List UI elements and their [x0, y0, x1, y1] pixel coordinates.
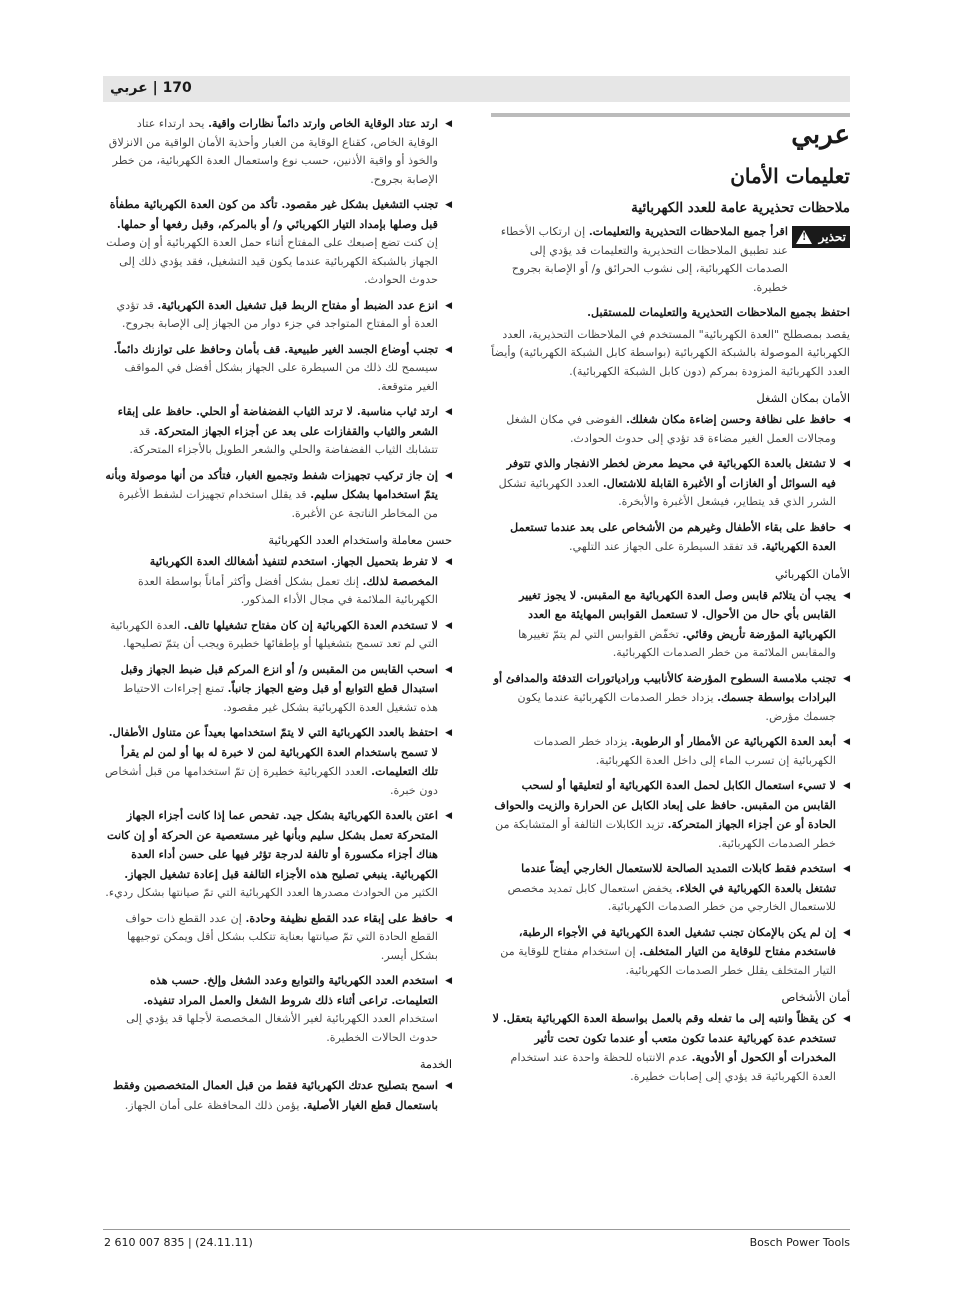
footer-rule — [103, 1229, 850, 1230]
bullet-icon: ◀ — [445, 557, 452, 567]
list-item: ◀ انزع عدد الضبط أو مفتاح الربط قبل تشغيل العدة الكهربائية. قد تؤدي العدة أو المفتاح المتواجد في جزء دوار من الجهاز إلى الإصابة بجروح. — [116, 297, 452, 330]
bullet-icon: ◀ — [445, 1081, 452, 1091]
bullet-icon: ◀ — [445, 470, 452, 481]
page-title: تعليمات الأمان — [730, 164, 850, 188]
list-item: ◀ حافظ على بقاء الأطفال وغيرهم من الأشخاص على بعد عندما تستعمل العدة الكهربائية. قد تفقد السيطرة على الجهاز عند التلهي. — [510, 519, 850, 553]
list-item: ◀ لا تستخدم العدة الكهربائية إن كان مفتاح تشغيلها تالف. العدة الكهربائية التي لم تعد تسمح بتشغيلها أو بإطفائها خطيرة ويجب أن يتمّ تصليحها. — [110, 617, 452, 650]
bullet-icon: ◀ — [843, 927, 850, 938]
bullet-icon: ◀ — [843, 864, 850, 874]
list-item: ◀ ارتد ثياب مناسبة. لا ترتد الثياب الفضفاضة أو الحلي. حافظ على إبقاء الشعر والثياب والقفازات على بعد عن أجزاء الجهاز المتحركة. قد تتشابك الثياب الفضفاضة والحلي والشعر الطويل بالأجزاء المتحركة. — [117, 404, 452, 456]
bullet-icon: ◀ — [445, 811, 452, 821]
section-heading: الأمان الكهربائي — [775, 566, 850, 581]
footer-brand: Bosch Power Tools — [749, 1236, 850, 1249]
list-item: ◀ لا تسيء استعمال الكابل لحمل العدة الكهربائية أو لتعليقها أو لسحب القابس من المقبس. حافظ على إبعاد الكابل عن الحرارة والزيت والحواف الحادة أو عن أجزاء الجهاز المتحركة. تزيد الكابلات التالفة أو المتشابكة من خطر الصدمات الكهربائية. — [494, 778, 850, 850]
list-item: ◀ إن جاز تركيب تجهيزات شفط وتجميع الغبار، فتأكد من أنها موصولة وبأنه يتمّ استخدامها بشكل سليم. قد يقلل استخدام تجهيزات لشفط الأغبرة من المخاطر الناتجة عن الأغبرة. — [105, 467, 452, 520]
list-item: ◀ تجنب التشغيل بشكل غير مقصود. تأكد من كون العدة الكهربائية مطفأة قبل وصلها بإمداد التيار الكهربائي و/ أو بالمركم، وقبل رفعها أو حملها. إن كنت تضع إصبعك على المفتاح أثناء حمل العدة الكهربائية أو إن وصلت الجهاز بالشبكة الكهربائية عندما يكون قيد التشغيل، فقد يؤدي ذلك إلى حدوث الحوادث. — [106, 197, 452, 286]
page-label: 170 | عربي — [110, 80, 192, 96]
bullet-icon: ◀ — [445, 664, 452, 675]
bullet-icon: ◀ — [445, 620, 452, 631]
definition-text: يقصد بمصطلح "العدة الكهربائية" المستخدم في الملاحظات التحذيرية، العدد الكهربائية الموصولة بالشبكة الكهربائية (بواسطة كابل الشبكة الكهربائية) وأيضاً العدد الكهربائية المزودة بمركم (دون كابل الشبكة الكهربائية). — [491, 327, 850, 378]
warning-text: اقرأ جميع الملاحظات التحذيرية والتعليمات. إن ارتكاب الأخطاء عند تطبيق الملاحظات التحذيرية والتعليمات قد يؤدي إلى الصدمات الكهربائية، إلى نشوب الحرائق و/ أو الإصابة بجروح خطيرة. — [500, 224, 788, 294]
right-sections — [491, 389, 850, 1086]
handling-items — [104, 552, 452, 1047]
bullet-icon: ◀ — [843, 673, 850, 684]
list-item: ◀ حافظ على إبقاء عدد القطع نظيفة وحادة. إن عدد القطع ذات حواف القطع الحادة التي تمّ صيانتها بعناية تتكلب بشكل أقل ويمكن توجيهها بشكل أيسر. — [125, 910, 452, 962]
list-item: ◀ ارتد عتاد الوقاية الخاص وارتد دائماً نظارات واقية. يحد ارتداء عتاد الوقاية الخاص، كقناع الوقاية من الغبار وأحذية الأمان الواقية من الانزلاق والخوذ أو واقية الأذنين، حسب نوع واستعمال العدة الكهربائية، من خطر الإصابة بجروح. — [108, 116, 452, 186]
handling-heading: حسن معاملة واستخدام العدد الكهربائية — [268, 533, 452, 547]
warning-badge — [792, 226, 850, 248]
list-item: ◀ يجب أن يتلائم قابس وصل العدة الكهربائية مع المقبس. لا يجوز تغيير القابس بأي حال من الأحوال. لا تستعمل القوابس المهايئة مع العدد الكهربائية المؤرضة تأريض وقائي. تخفّض القوابس التي لم يتمّ تغييرها والمقابس الملائمة من خطر الصدمات الكهربائية. — [518, 587, 850, 659]
list-item: ◀ إن لم يكن بالإمكان تجنب تشغيل العدة الكهربائية في الأجواء الرطبة، فاستخدم مفتاح للوقاية من التيار المتخلف. إن استخدام مفتاح للوقاية من التيار المتخلف يقلل خطر الصدمات الكهربائية. — [500, 924, 850, 977]
bullet-icon: ◀ — [843, 522, 850, 533]
bullet-icon: ◀ — [843, 590, 850, 601]
list-item: ◀ لا تفرط بتحميل الجهاز. استخدم لتنفيذ أشغالك العدة الكهربائية المخصصة لذلك. إنك تعمل بشكل أفضل وأكثر أماناً بواسطة العدة الكهربائية الملائمة في مجال الأداء المذكور. — [137, 554, 452, 606]
bullet-icon: ◀ — [445, 976, 452, 986]
warning-badge-label: تحذير — [818, 229, 846, 244]
top-rule — [491, 113, 850, 117]
list-item: ◀ كن يقظاً وانتبه إلى ما تفعله وقم بالعمل بواسطة العدة الكهربائية بتعقل. لا تستخدم عدة كهربائية عندما تكون متعب أو عندما تكون تحت تأثير المخدرات أو الكحول أو الأدوية. عدم الانتباه للحظة واحدة عند استخدام العدة الكهربائية قد يؤدي إلى إصابات خطيرة. — [492, 1011, 850, 1083]
bullet-icon: ◀ — [445, 300, 452, 311]
bullet-icon: ◀ — [843, 415, 850, 425]
footer-doc-number: 2 610 007 835 | (24.11.11) — [104, 1236, 253, 1249]
bullet-icon: ◀ — [445, 728, 452, 738]
bullet-icon: ◀ — [843, 459, 850, 469]
bullet-icon: ◀ — [445, 200, 452, 210]
section-heading: الأمان بمكان الشغل — [756, 391, 850, 405]
general-warnings-heading: ملاحظات تحذيرية عامة للعدد الكهربائية — [631, 200, 850, 216]
list-item: ◀ استخدم فقط كابلات التمديد الصالحة للاستعمال الخارجي أيضاً عندما تشتغل بالعدة الكهربائية في الخلاء. يخفض استعمال كابل تمديد مخصص للاستعمال الخارجي من خطر الصدمات الكهربائية. — [507, 861, 850, 913]
warning-block — [491, 222, 850, 297]
warning-triangle-icon: ! — [796, 230, 812, 244]
list-item: ◀ أبعد العدة الكهربائية عن الأمطار أو الرطوبة. يزداد خطر الصدمات الكهربائية إن تسرب الماء إلى داخل العدة الكهربائية. — [533, 734, 850, 767]
left-column — [104, 114, 452, 1121]
list-item: ◀ لا تشتغل بالعدة الكهربائية في محيط معرض لخطر الانفجار والذي تتوفر فيه السوائل أو الغازات أو الأغبرة القابلة للاشتعال. العدد الكهربائية تشكل الشرر الذي قد يتطاير، فيشعل الأغبرة والأبخرة. — [498, 456, 850, 508]
bullet-icon: ◀ — [445, 913, 452, 924]
list-item: ◀ استخدم العدد الكهربائية والتوابع وعدد الشغل وإلخ. حسب هذه التعليمات. تراعى أثناء ذلك شروط الشغل والعمل المراد تنفيذه. استخدام العدد الكهربائية لغير الأشغال المخصصة لأجلها قد يؤدي إلى حدوث الحالات الخطيرة. — [126, 973, 452, 1044]
list-item: ◀ اعتن بالعدة الكهربائية بشكل جيد. تفحص عما إذا كانت أجزاء الجهاز المتحركة تعمل بشكل سليم وبأنها غير مستعصية عن الحركة أو إن كانت هناك أجزاء مكسورة أو تالفة لدرجة تؤثر فيها على حسن أداء العدة الكهربائية. ينبغي تصليح هذه الأجزاء التالفة قبل إعادة تشغيل الجهاز. الكثير من الحوادث مصدرها العدد الكهربائية التي تمّ صيانتها بشكل رديء. — [105, 808, 452, 899]
section-heading: أمان الأشخاص — [781, 990, 850, 1004]
list-item: ◀ اسحب القابس من المقبس و/ أو انزع المركم قبل ضبط الجهاز وقبل استبدال قطع التوابع أو قبل وضع الجهاز جانباً. تمنع إجراءات الاحتياط هذه تشغيل العدة الكهربائية بشكل غير مقصود. — [120, 661, 452, 714]
service-heading: الخدمة — [419, 1057, 452, 1071]
list-item: ◀ اسمح بتصليح عدتك الكهربائية فقط من قبل العمال المتخصصين وفقط باستعمال قطع الغيار الأصلية. يؤمن ذلك المحافظة على أمان الجهاز. — [112, 1078, 452, 1112]
list-item: ◀ حافظ على نظافة وحسن إضاءة مكان شغلك. الفوضى في مكان الشغل ومجالات العمل الغير مضاءة قد تؤدي إلى حدوث الحوادث. — [506, 412, 850, 445]
list-item: ◀ تجنب أوضاع الجسد الغير طبيعية. قف بأمان وحافظ على توازنك دائماً. سيسمح لك ذلك من السيطرة على الجهاز بشكل أفضل في المواقف الغير متوقعة. — [113, 341, 452, 393]
bullet-icon: ◀ — [445, 407, 452, 417]
right-column — [491, 118, 850, 1092]
keep-instructions: احتفظ بجميع الملاحظات التحذيرية والتعليمات للمستقبل. — [587, 305, 850, 319]
bullet-icon: ◀ — [843, 737, 850, 747]
list-item: ◀ احتفظ بالعدد الكهربائية التي لا يتمّ استخدامها بعيداً عن متناول الأطفال. لا تسمح باستخدام العدة الكهربائية لمن لا خبرة له بها أو لمن لم يقرأ تلك التعليمات. العدد الكهربائية خطيرة إن تمّ استخدامها من قبل أشخاص دون خبرة. — [105, 725, 452, 797]
language-heading: عربي — [791, 120, 850, 150]
left-top-items — [104, 114, 452, 523]
bullet-icon: ◀ — [843, 781, 850, 791]
header-bar — [103, 76, 850, 102]
list-item: ◀ تجنب ملامسة السطوح المؤرضة كالأنابيب ورادياتورات التدفئة والمدافئ أو البرادات بواسطة جسمك. يزداد خطر الصدمات الكهربائية عندما يكون جسمك مؤرض. — [493, 670, 850, 723]
bullet-icon: ◀ — [445, 344, 452, 355]
bullet-icon: ◀ — [445, 119, 452, 129]
service-items — [104, 1076, 452, 1115]
bullet-icon: ◀ — [843, 1014, 850, 1024]
